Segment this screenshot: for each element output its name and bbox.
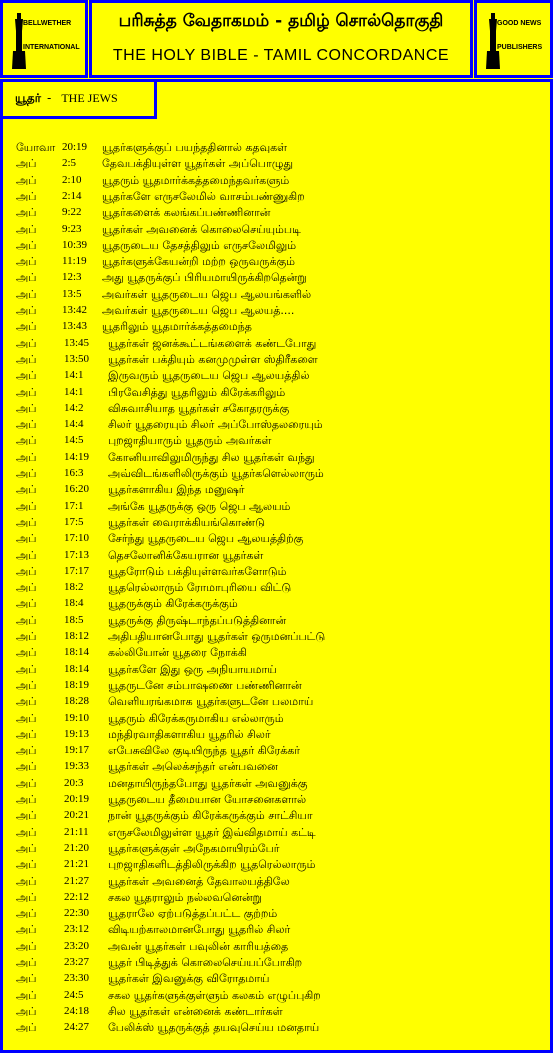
entry-book: அப்: [16, 956, 37, 969]
entry-text: இருவரும் யூதருடைய ஜெப ஆலயத்தில்: [108, 369, 310, 383]
entry-book: அப்: [16, 173, 37, 187]
bellwether-logo-line2: INTERNATIONAL: [23, 44, 80, 51]
entry-reference: 17:5: [64, 515, 84, 528]
entry-reference: 16:3: [64, 467, 84, 479]
entry-book: அப்: [16, 532, 37, 546]
entry-reference: 18:4: [64, 597, 84, 610]
entry-reference: 19:13: [64, 727, 90, 740]
entry-reference: 13:45: [64, 336, 90, 349]
entry-reference: 13:50: [64, 352, 90, 365]
entry-book: அப்: [16, 369, 37, 383]
entry-book: அப்: [16, 434, 37, 448]
entry-reference: 10:39: [62, 238, 88, 251]
entry-text: யூதருடைய தீமையான யோசனைகளால்: [108, 793, 307, 806]
entry-reference: 24:18: [64, 1004, 90, 1017]
entry-reference: 2:10: [62, 173, 82, 186]
entry-book: அப்: [16, 711, 37, 725]
entry-book: அப்: [16, 564, 37, 578]
entry-text: கல்லியோன் யூதரை நோக்கி: [108, 646, 247, 660]
entry-text: சகல யூதராலும் நல்லவனென்று: [108, 890, 262, 904]
entry-reference: 23:30: [64, 972, 90, 985]
goodnews-logo-panel: [474, 0, 553, 78]
entry-text: யூதர்களுக்குள் அநேகமாயிரம்பேர்: [108, 841, 280, 855]
entry-book: அப்: [16, 1004, 37, 1018]
entry-text: எபேசுவிலே குடியிருந்த யூதர் கிரேக்கர்: [108, 744, 301, 758]
entry-text: யூதர்களைக் கலங்கப்பண்ணினான்: [102, 206, 271, 220]
entry-reference: 9:22: [62, 206, 82, 219]
entry-book: அப்: [16, 760, 37, 774]
entry-reference: 18:5: [64, 613, 84, 626]
entry-reference: 23:12: [64, 923, 90, 936]
entry-text: யூதரோடும் பக்தியுள்ளவர்களோடும்: [108, 564, 287, 578]
entry-text: யூதர்கள் வைராக்கியங்கொண்டு: [108, 515, 265, 529]
entry-reference: 22:12: [64, 890, 90, 903]
entry-book: அப்: [16, 320, 37, 334]
entry-reference: 17:1: [64, 499, 84, 512]
entry-text: யூதர்கள் அவனைக் கொலைசெய்யும்படி: [102, 222, 301, 236]
entry-text: நான் யூதருக்கும் கிரேக்கருக்கும் சாட்சியா: [108, 809, 313, 823]
entry-reference: 14:2: [64, 401, 84, 414]
entry-text: அது யூதருக்குப் பிரியமாயிருக்கிறதென்று: [102, 271, 307, 285]
entry-text: புறஜாதிகளிடத்திலிருக்கிற யூதரெல்லாரும்: [108, 858, 316, 872]
entry-book: அப்: [16, 515, 37, 529]
entry-reference: 24:27: [64, 1021, 90, 1034]
entry-book: அப்: [16, 793, 37, 806]
entry-book: அப்: [16, 287, 37, 301]
entry-text: அவ்விடங்களிலிருக்கும் யூதர்களெல்லாரும்: [108, 467, 324, 480]
entry-reference: 9:23: [62, 222, 82, 235]
entry-text: யூதர்கள் இவனுக்கு விரோதமாய்: [108, 972, 270, 986]
entry-text: யூதர்கள் பக்தியும் கனமுமுள்ள ஸ்திரீகளை: [108, 352, 318, 366]
entry-book: அப்: [16, 222, 37, 236]
entry-text: சேர்ந்து யூதருடைய ஜெப ஆலயத்திற்கு: [108, 532, 304, 546]
entry-book: அப்: [16, 630, 37, 643]
entry-book: அப்: [16, 841, 37, 855]
entry-text: சிலர் யூதரையும் சிலர் அப்போஸ்தலரையும்: [108, 418, 323, 432]
entry-reference: 18:14: [64, 646, 90, 659]
entry-reference: 24:5: [64, 988, 84, 1001]
entry-book: அப்: [16, 548, 37, 562]
entry-text: எருசலேமிலுள்ள யூதர் இவ்விதமாய் கட்டி: [108, 825, 316, 839]
entry-text: அங்கே யூதருக்கு ஒரு ஜெப ஆலயம்: [108, 499, 291, 513]
entry-text: மந்திரவாதிகளாகிய யூதரில் சிலர்: [108, 727, 271, 741]
entry-text: யூதர்களே எருசலேமில் வாசம்பண்ணுகிற: [102, 189, 305, 203]
entry-book: அப்: [16, 450, 37, 464]
entry-text: கோனியாவிலுமிருந்து சில யூதர்கள் வந்து: [108, 450, 315, 464]
entry-text: யூதர்களாகிய இந்த மனுஷர்: [108, 483, 245, 497]
title-english: THE HOLY BIBLE - TAMIL CONCORDANCE: [112, 47, 450, 64]
bellwether-logo-line1: BELLWETHER: [23, 20, 72, 27]
section-heading-tamil: யூதர்: [15, 91, 41, 105]
entry-book: அப்: [16, 385, 37, 399]
entry-reference: 2:5: [62, 157, 77, 170]
entry-text: யூதரும் கிரேக்கருமாகிய எல்லாரும்: [108, 711, 284, 725]
entry-text: யூதருக்கு திருஷ்டாந்தப்படுத்தினான்: [108, 613, 287, 627]
entry-text: யூதருடைய தேசத்திலும் எருசலேமிலும்: [102, 238, 297, 252]
entry-text: யூதருடனே சம்பாஷணை பண்ணினான்: [108, 678, 302, 692]
entry-book: அப்: [16, 597, 37, 611]
entry-reference: 14:5: [64, 434, 84, 447]
entry-reference: 18:12: [64, 630, 90, 642]
entry-book: அப்: [16, 874, 37, 888]
entry-text: யூதர்கள் அலெக்சந்தர் என்பவனை: [108, 760, 278, 774]
entry-reference: 14:4: [64, 418, 84, 431]
entry-text: அவர்கள் யூதருடைய ஜெப ஆலயத்....: [102, 304, 295, 317]
entry-text: புறஜாதியாரும் யூதரும் அவர்கள்: [108, 434, 272, 448]
entry-book: அப்: [16, 418, 37, 432]
entry-reference: 19:10: [64, 711, 90, 724]
entry-text: அதிபதியானபோது யூதர்கள் ஒருமனப்பட்டு: [108, 630, 326, 643]
entry-book: அப்: [16, 662, 37, 676]
entry-book: அப்: [16, 988, 37, 1002]
entry-book: அப்: [16, 271, 37, 285]
entry-text: யூதருக்கும் கிரேக்கருக்கும்: [108, 597, 238, 611]
entry-book: அப்: [16, 613, 37, 627]
entry-reference: 16:20: [64, 483, 90, 496]
title-tamil: பரிசுத்த வேதாகமம் - தமிழ் சொல்தொகுதி: [118, 11, 444, 31]
entry-reference: 17:13: [64, 548, 90, 561]
entry-text: யூதரெல்லாரும் ரோமாபுரியை விட்டு: [108, 581, 292, 595]
entry-text: விசுவாசியாத யூதர்கள் சகோதரருக்கு: [108, 401, 290, 415]
entry-book: அப்: [16, 890, 37, 904]
entry-reference: 21:20: [64, 841, 90, 854]
entry-text: யூதர்களுக்குப் பயந்ததினால் கதவுகள்: [102, 141, 288, 154]
entry-text: யூதர்கள் ஜனக்கூட்டங்களைக் கண்டபோது: [108, 336, 317, 350]
goodnews-logo-line2: PUBLISHERS: [497, 44, 543, 51]
entry-book: அப்: [16, 352, 37, 366]
entry-text: பேலிக்ஸ் யூதருக்குத் தயவுசெய்ய மனதாய்: [108, 1021, 320, 1035]
entry-book: அப்: [16, 695, 37, 709]
entry-text: விடியற்காலமானபோது யூதரில் சிலர்: [108, 923, 291, 937]
entry-reference: 2:14: [62, 189, 82, 202]
entry-reference: 20:19: [62, 141, 88, 153]
entry-book: அப்: [16, 727, 37, 741]
entry-book: அப்: [16, 499, 37, 513]
entry-book: யோவா: [16, 141, 56, 154]
entry-book: அப்: [16, 401, 37, 415]
entry-reference: 21:21: [64, 858, 90, 871]
entry-reference: 11:19: [62, 255, 87, 268]
entry-reference: 12:3: [62, 271, 82, 284]
entry-reference: 14:1: [64, 385, 84, 398]
entry-text: யூதர்கள் அவனைத் தேவாலயத்திலே: [108, 874, 290, 888]
entry-book: அப்: [16, 825, 37, 839]
bellwether-logo-panel: [0, 0, 88, 78]
entry-book: அப்: [16, 809, 37, 823]
entry-text: அவர்கள் யூதருடைய ஜெப ஆலயங்களில்: [102, 287, 312, 301]
entry-text: தெசலோனிக்கேயரான யூதர்கள்: [108, 548, 264, 562]
entry-book: அப்: [16, 923, 37, 937]
entry-reference: 21:11: [64, 825, 89, 838]
entry-text: யூதர்களே இது ஒரு அநியாயமாய்: [108, 662, 277, 676]
entry-reference: 22:30: [64, 907, 90, 920]
entry-text: யூதர் பிடித்துக் கொலைசெய்யப்போகிற: [108, 956, 303, 969]
entry-book: அப்: [16, 744, 37, 758]
entry-book: அப்: [16, 1021, 37, 1035]
entry-reference: 23:27: [64, 956, 90, 968]
section-heading-english: THE JEWS: [61, 91, 118, 105]
entry-book: அப்: [16, 907, 37, 921]
title-panel: [89, 0, 473, 78]
entry-reference: 13:5: [62, 287, 82, 300]
entry-text: தேவபக்தியுள்ள யூதர்கள் அப்பொழுது: [102, 157, 293, 171]
entry-reference: 14:1: [64, 369, 84, 382]
entry-book: அப்: [16, 581, 37, 595]
entry-reference: 18:2: [64, 581, 84, 594]
entry-text: யூதரும் யூதமார்க்கத்தமைந்தவர்களும்: [102, 173, 290, 187]
entry-book: அப்: [16, 336, 37, 350]
entry-reference: 17:17: [64, 564, 90, 577]
entry-book: அப்: [16, 483, 37, 497]
entry-reference: 14:19: [64, 450, 90, 463]
entry-book: அப்: [16, 206, 37, 220]
entry-text: யூதராலே ஏற்படுத்தப்பட்ட குற்றம்: [108, 907, 278, 921]
entry-book: அப்: [16, 467, 37, 480]
entry-book: அப்: [16, 189, 37, 203]
entry-text: பிரவேசித்து யூதரிலும் கிரேக்கரிலும்: [108, 385, 286, 399]
entry-text: சகல யூதர்களுக்குள்ளும் கலகம் எழுப்புகிற: [108, 988, 321, 1002]
entry-text: அவன் யூதர்கள் பவுலின் காரியத்தை: [108, 939, 289, 953]
section-heading-dash: -: [46, 91, 52, 105]
entry-text: சில யூதர்கள் என்னைக் கண்டார்கள்: [108, 1004, 283, 1018]
entry-reference: 18:14: [64, 662, 90, 675]
entry-reference: 18:19: [64, 678, 90, 691]
entry-text: மனதாயிருந்தபோது யூதர்கள் அவனுக்கு: [108, 776, 308, 790]
entry-book: அப்: [16, 255, 37, 269]
entry-book: அப்: [16, 678, 37, 692]
goodnews-logo-line1: GOOD NEWS: [497, 20, 542, 27]
entry-book: அப்: [16, 157, 37, 171]
entry-reference: 20:21: [64, 809, 90, 822]
entry-reference: 13:42: [62, 304, 88, 316]
entry-reference: 18:28: [64, 695, 90, 708]
section-heading-box: [0, 79, 157, 119]
entry-text: யூதர்களுக்கேயன்றி மற்ற ஒருவருக்கும்: [102, 255, 296, 269]
entry-book: அப்: [16, 858, 37, 872]
entry-book: அப்: [16, 776, 37, 790]
entry-text: யூதரிலும் யூதமார்க்கத்தமைந்த: [102, 320, 252, 334]
entry-reference: 20:19: [64, 793, 90, 805]
entry-reference: 13:43: [62, 320, 88, 333]
section-heading: [15, 91, 118, 107]
entry-reference: 21:27: [64, 874, 90, 887]
entry-text: வெளியரங்கமாக யூதர்களுடனே பலமாய்: [108, 695, 314, 709]
entry-book: அப்: [16, 238, 37, 252]
entry-reference: 19:33: [64, 760, 90, 773]
entry-reference: 23:20: [64, 939, 90, 952]
entry-reference: 17:10: [64, 532, 90, 545]
entry-book: அப்: [16, 646, 37, 660]
entry-reference: 20:3: [64, 776, 84, 789]
entry-book: அப்: [16, 972, 37, 986]
entry-book: அப்: [16, 939, 37, 953]
entry-book: அப்: [16, 304, 37, 317]
entry-reference: 19:17: [64, 744, 90, 757]
